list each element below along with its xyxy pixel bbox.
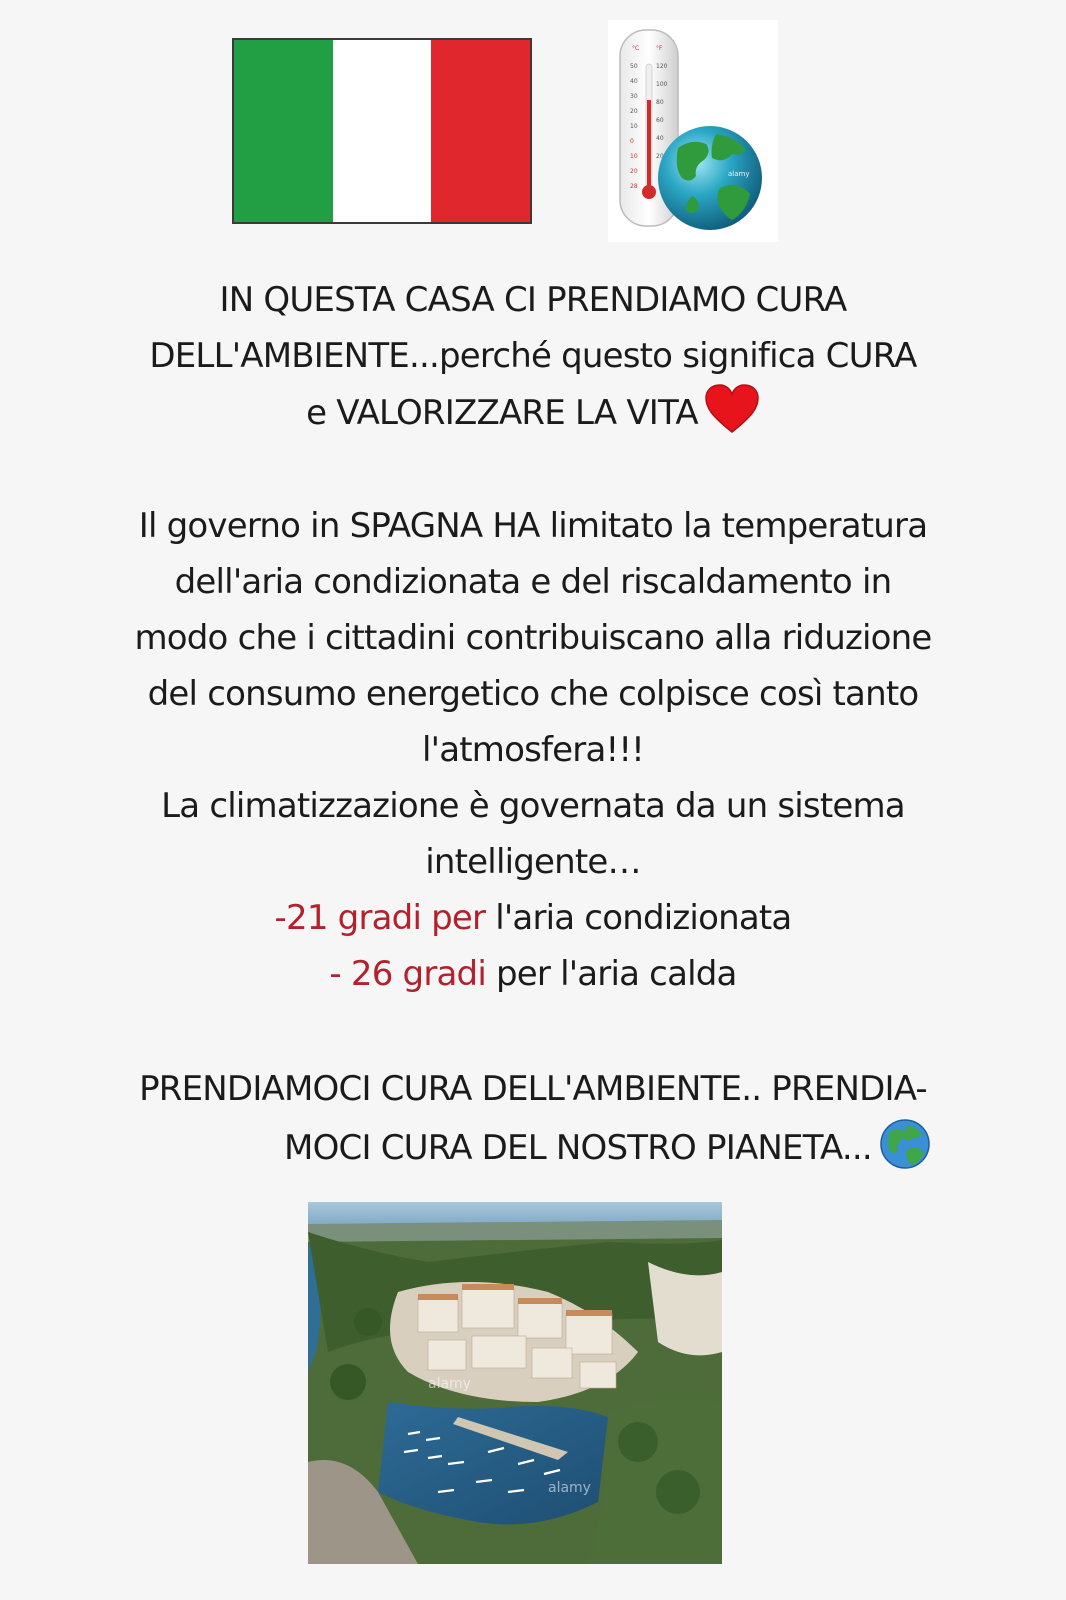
- body-line-6: La climatizzazione è governata da un sistema: [161, 786, 905, 826]
- intro-line-3: e VALORIZZARE LA VITA: [306, 393, 698, 433]
- celsius-tick-label: 50: [630, 63, 638, 70]
- celsius-unit-label: °C: [632, 45, 640, 52]
- outro-text: [40, 1061, 1026, 1173]
- fahrenheit-tick-label: 120: [656, 63, 668, 70]
- fahrenheit-tick-label: 100: [656, 81, 668, 88]
- celsius-tick-label: 30: [630, 93, 638, 100]
- intro-line-3-wrap: [40, 384, 1026, 440]
- flag-white-band: [333, 40, 432, 222]
- heart-icon: [704, 384, 760, 434]
- celsius-tick-label: 10: [630, 123, 638, 130]
- celsius-tick-label: 20: [630, 108, 638, 115]
- body-line-1: Il governo in SPAGNA HA limitato la temperatura: [138, 506, 928, 546]
- fahrenheit-tick-label: 20: [656, 153, 664, 160]
- outro-line-2: MOCI CURA DEL NOSTRO PIANETA...: [284, 1128, 872, 1168]
- body-line-7: intelligente…: [425, 842, 641, 882]
- earth-globe-icon: [878, 1117, 932, 1171]
- body-line-3: modo che i cittadini contribuiscano alla riduzione: [134, 618, 932, 658]
- outro-line-2-wrap: [40, 1117, 1026, 1173]
- body-line-5: l'atmosfera!!!: [422, 730, 644, 770]
- flag-red-band: [431, 40, 530, 222]
- thermometer-globe-image: [608, 20, 778, 242]
- rule-line-2: [40, 946, 1026, 1002]
- rule-line-1: [40, 890, 1026, 946]
- intro-line-2: DELL'AMBIENTE...perché questo significa CURA: [149, 336, 917, 376]
- rule-2-highlight: - 26 gradi: [329, 954, 486, 994]
- italian-flag: [232, 38, 532, 224]
- rule-1-text: l'aria condizionata: [485, 898, 792, 938]
- intro-text: [40, 272, 1026, 440]
- celsius-tick-label: 28: [630, 183, 638, 190]
- rule-1-highlight: -21 gradi per: [274, 898, 486, 938]
- celsius-scale: [630, 63, 638, 190]
- flag-green-band: [234, 40, 333, 222]
- photo-watermark-2: alamy: [548, 1480, 591, 1496]
- fahrenheit-unit-label: °F: [656, 45, 663, 52]
- celsius-tick-label: 20: [630, 168, 638, 175]
- fahrenheit-tick-label: 40: [656, 135, 664, 142]
- celsius-tick-label: 40: [630, 78, 638, 85]
- celsius-tick-label: 10: [630, 153, 638, 160]
- globe-watermark: alamy: [728, 170, 750, 178]
- body-line-2: dell'aria condizionata e del riscaldamento in: [174, 562, 892, 602]
- intro-line-1: IN QUESTA CASA CI PRENDIAMO CURA: [219, 280, 847, 320]
- body-text: [40, 498, 1026, 1002]
- photo-watermark-1: alamy: [428, 1376, 471, 1392]
- globe-icon: [658, 126, 762, 230]
- celsius-tick-label: 0: [630, 138, 634, 145]
- outro-line-1: PRENDIAMOCI CURA DELL'AMBIENTE.. PRENDIA-: [139, 1069, 927, 1109]
- fahrenheit-tick-label: 80: [656, 99, 664, 106]
- fahrenheit-tick-label: 60: [656, 117, 664, 124]
- rule-2-text: per l'aria calda: [485, 954, 737, 994]
- body-line-4: del consumo energetico che colpisce così tanto: [147, 674, 919, 714]
- harbor-aerial-photo: [308, 1202, 722, 1564]
